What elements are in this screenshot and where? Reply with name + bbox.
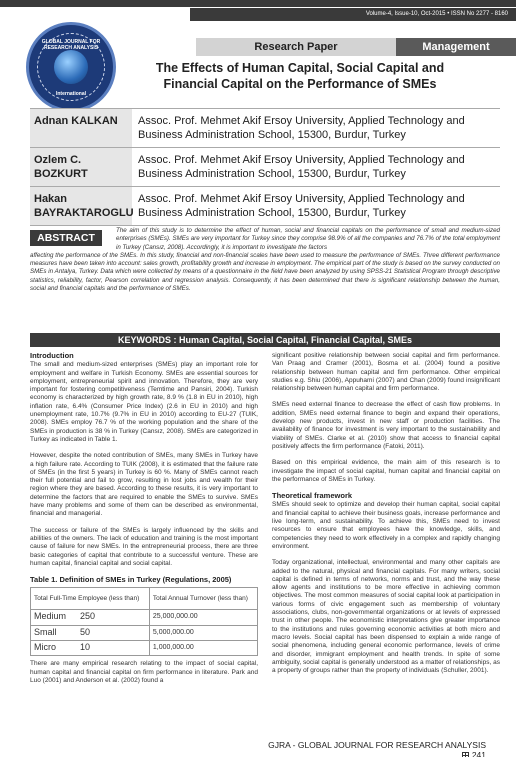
employee-count: 10 xyxy=(80,642,91,653)
authors-table xyxy=(30,108,500,226)
author-name: Hakan BAYRAKTAROGLU xyxy=(30,187,132,225)
abstract-label: ABSTRACT xyxy=(30,230,102,246)
paper-title: The Effects of Human Capital, Social Capital and Financial Capital on the Performance of SMEs xyxy=(155,61,445,91)
globe-icon xyxy=(54,50,88,84)
paragraph: However, despite the noted contribution of SMEs, many SMEs in Turkey have a high failure rate. According to TUIK (2008), it is estimated that the failure rate of SMEs (in the first 5 years) in Turkey is 60 %. Many of SMEs cannot reach their full potential and fail to grow, resulting in lost jobs and wealth for their region where they are based. According to these results, it is very important to determine the factors that are required to enable the SMEs to survive. SMEs have many problems and some of them can be described as environmental, financial and managerial. xyxy=(30,452,258,518)
table-header-row xyxy=(31,588,258,610)
table-cell xyxy=(31,625,150,640)
logo-text-bottom: International xyxy=(55,91,86,97)
abstract-text-indented: The aim of this study is to determine the effect of human, social and financial capitals on the performance of small and medium-sized enterprises (SMEs). SMEs are very important for Turkey since they comprise 98.9% of all the companies and 76.7% of the total employment in Turkey (Cansız, 2008). Accordingly, it is important to investigate the factors xyxy=(116,227,500,251)
size-class: Medium xyxy=(34,611,67,622)
top-bar xyxy=(0,0,516,7)
table-caption: Table 1. Definition of SMEs in Turkey (Regulations, 2005) xyxy=(30,575,232,585)
volume-line: Volume-4, Issue-10, Oct-2015 • ISSN No 2277 - 8160 xyxy=(190,8,516,21)
keywords-bar: KEYWORDS : Human Capital, Social Capital, Financial Capital, SMEs xyxy=(30,333,500,347)
logo-text-top: GLOBAL JOURNAL FOR RESEARCH ANALYSIS xyxy=(41,39,101,51)
paragraph: significant positive relationship between social capital and firm performance. Van Praag and Cramer (2001), Bosma et al. (2004) found a positive relationship between human capital and firm performance. Other empirical studies e.g. Shiu (2006), Appuhami (2007) and Chan (2009) found insignificant relationship between human capital and firm performance. xyxy=(272,352,500,393)
intro-heading: Introduction xyxy=(30,351,74,360)
author-name: Adnan KALKAN xyxy=(30,109,132,147)
tab-management: Management xyxy=(422,41,490,53)
left-column xyxy=(30,352,258,693)
paragraph: SMEs need external finance to decrease the effect of cash flow problems. In addition, SMEs need external finance to begin and expand their operations, develop new products, invest in new staff or production facilities. The availability of finance for investment is very important to the sustainability and viability of SMEs. Clarke et al. (2010) show that access to financial capital positively affects the firm performance (Fatoki, 2011). xyxy=(272,401,500,450)
paragraph: The small and medium-sized enterprises (SMEs) play an important role for employment and welfare in Turkish Economy. SMEs are essential sources for employment, entrepreneurial spirit and innovation. Therefore, they are very important for fostering competitiveness (Temtime and Pansiri, 2004). Turkish economy is characterized by high growth rate, 8.9 % (1.8 in EU in 2010), high inflation rate, 6.4% (Consumer Price Index) (2.6 in EU in 2010) and high unemployment rate, 10.7% (9.7% in EU in 2010) according to EU-27 (TUIK, 2008). SMEs employ 76.7 % of the working population and the share of the SMEs in production is 38 % in Turkey (Cansız, 2008). SMEs are categorized in Turkey as indicated in Table 1. xyxy=(30,361,258,443)
journal-logo xyxy=(26,22,116,112)
page-number: 241 xyxy=(471,750,486,757)
paragraph: Today organizational, intellectual, environmental and many other capitals are added to the natural, physical and financial capitals. For many writers, social capital is defined in terms of networks, norms and trust, and the way these allow agents and institutions to be more effective in achieving common objectives. The most common measures of social capital look at participation in various forms of civic engagement such as membership of voluntary associations, clubs, non-governmental organizations or at levels of expressed trust in other people. The economistic interpretations give greater importance to the institutions and rules governing economic activities at both micro and macro levels. Social capital has been dispensed to explain a wide range of social phenomena, including general economic performance, levels of crime and disorder, immigrant employment and health trends. In spite of some ambiguity, social capital is generally understood as a matter of relationships, as a property of groups rather than the property of individuals (Schuller, 2001). xyxy=(272,559,500,675)
author-name: Ozlem C. BOZKURT xyxy=(30,148,132,186)
table-header: Total Full-Time Employee (less than) xyxy=(31,588,150,610)
author-row xyxy=(30,147,500,186)
table-cell: 5,000,000.00 xyxy=(149,625,257,640)
page-footer xyxy=(260,740,516,757)
table-cell xyxy=(31,610,150,625)
size-class: Micro xyxy=(34,642,56,653)
table-cell: 25,000,000.00 xyxy=(149,610,257,625)
author-row xyxy=(30,186,500,226)
table-row xyxy=(31,625,258,640)
theoretical-framework-heading: Theoretical framework xyxy=(272,491,353,501)
table-row xyxy=(31,610,258,625)
right-column xyxy=(272,352,500,683)
sme-definition-table xyxy=(30,587,258,656)
author-affiliation: Assoc. Prof. Mehmet Akif Ersoy University, Applied Technology and Business Administration School, 15300, Burdur, Turkey xyxy=(138,154,465,180)
employee-count: 250 xyxy=(80,611,96,622)
footer-journal: GJRA - GLOBAL JOURNAL FOR RESEARCH ANALYSIS xyxy=(268,740,486,750)
grid-icon xyxy=(462,752,469,757)
author-row xyxy=(30,108,500,147)
author-affiliation: Assoc. Prof. Mehmet Akif Ersoy University, Applied Technology and Business Administration School, 15300, Burdur, Turkey xyxy=(138,115,465,141)
author-affiliation: Assoc. Prof. Mehmet Akif Ersoy University, Applied Technology and Business Administration School, 15300, Burdur, Turkey xyxy=(138,193,465,219)
size-class: Small xyxy=(34,626,57,637)
table-header: Total Annual Turnover (less than) xyxy=(149,588,257,610)
table-cell: 1,000,000.00 xyxy=(149,641,257,656)
employee-count: 50 xyxy=(80,626,91,637)
paragraph: There are many empirical research relating to the impact of social capital, human capital and financial capital on firm performance in literature. Park and Luo (2001) and Anderson et al. (2002) found a xyxy=(30,660,258,684)
tab-research-paper: Research Paper xyxy=(196,38,396,56)
paragraph: The success or failure of the SMEs is largely influenced by the skills and abilities of the owners. The lack of education and training is the most important cause of failure for new SMEs. In the entrepreneurial process, there are three basic categories of capital that contribute to a successful venture. These are human capital, financial capital and social capital. xyxy=(30,526,258,567)
paragraph: SMEs should seek to optimize and develop their human capital, social capital and financial capital to achieve their business goals, increase performance and live long-term, and sustainability. To achieve this, SMEs need to invest resources to ensure that employees have the knowledge, skills, and competencies they need to work effectively in a complex and rapidly changing environment. xyxy=(272,501,500,550)
table-cell xyxy=(31,641,150,656)
paragraph: Based on this empirical evidence, the main aim of this research is to investigate the impact of social capital, human capital and financial capital on the performance of SMEs in Turkey. xyxy=(272,459,500,483)
table-row xyxy=(31,641,258,656)
abstract-text-full: affecting the performance of the SMEs. In this study, financial and non-financial scales have been used to measure the performance of SMEs. Three different performance measures have been taken into account: sales growth, profitability growth and increase in employment. The empirical part of the study is based on the survey conducted on SMEs in Antalya, Turkey. Data which were collected by means of a questionnaire in the field have been analyzed by using SPSS-21 Statistical Program through descriptive statistics, reliability, factor, Pearson correlation and regression analysis. Consequently, it has been determined that there is significant relationship between the human, social and financial capitals and the performance of SMEs. xyxy=(30,251,500,293)
